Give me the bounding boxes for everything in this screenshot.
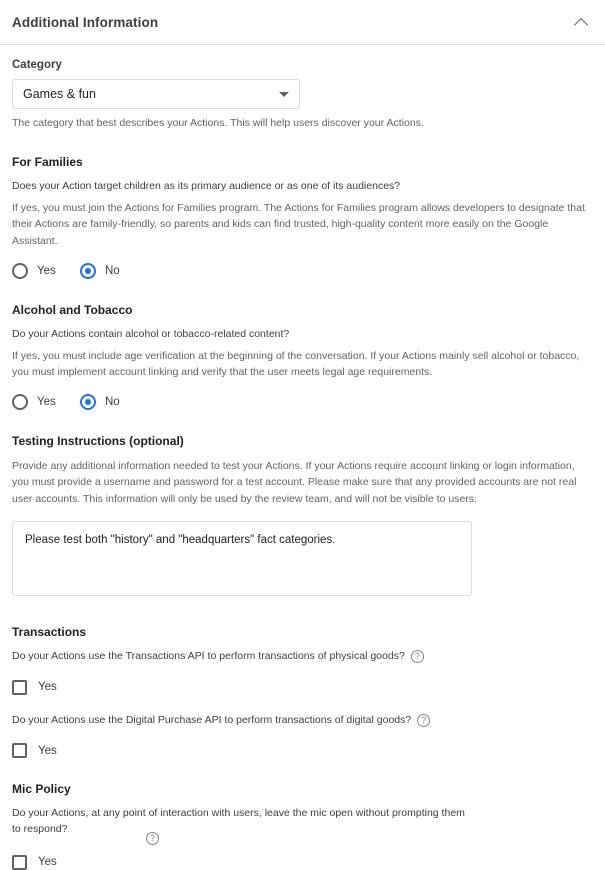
- form-content: [0, 45, 605, 870]
- chevron-down-icon: [279, 92, 289, 97]
- transactions-digital-question: Do your Actions use the Digital Purchase API to perform transactions of digital goods?: [12, 713, 412, 726]
- transactions-digital-checkbox-label: Yes: [38, 744, 57, 757]
- radio-circle-icon: [12, 263, 28, 279]
- category-helper-text: The category that best describes your Actions. This will help users discover your Actions.: [12, 117, 424, 129]
- transactions-physical-question: Do your Actions use the Transactions API to perform transactions of physical goods?: [12, 649, 405, 662]
- help-circle-icon[interactable]: ?: [411, 650, 424, 663]
- help-circle-icon[interactable]: ?: [146, 832, 159, 845]
- transactions-digital-checkbox-row[interactable]: [12, 743, 593, 758]
- mic-policy-question: Do your Actions, at any point of interaction with users, leave the mic open without prompting them to respond?: [12, 807, 465, 836]
- alcohol-tobacco-radio-yes[interactable]: [12, 394, 80, 410]
- alcohol-tobacco-note: If yes, you must include age verification at the beginning of the conversation. If your Actions mainly sell alcohol or tobacco, you must implement account linking and verify that the user meets legal age requirements.: [12, 349, 580, 378]
- help-circle-icon[interactable]: ?: [417, 714, 430, 727]
- transactions-physical-question-row: [12, 649, 593, 670]
- checkbox-icon[interactable]: [12, 743, 27, 758]
- testing-instructions-note: Provide any additional information needed to test your Actions. If your Actions require account linking or login information, you must provide a username and password for a test account. Please make sure that any provided accounts are not real user accounts. This information will only be used by the review team, and will not be visible to users.: [12, 460, 577, 505]
- transactions-digital-question-row: [12, 713, 593, 734]
- for-families-note: If yes, you must join the Actions for Families program. The Actions for Families program allows developers to designate that their Actions are family-friendly, so parents and kids can find trusted, high-quality content more easily on the Google Assistant.: [12, 201, 585, 247]
- mic-policy-heading: Mic Policy: [12, 782, 71, 797]
- checkbox-icon[interactable]: [12, 855, 27, 870]
- mic-policy-section: [12, 782, 593, 870]
- transactions-physical-checkbox-label: Yes: [38, 681, 57, 694]
- alcohol-tobacco-radio-group: [12, 394, 593, 410]
- for-families-heading: For Families: [12, 155, 83, 170]
- radio-circle-selected-icon: [80, 263, 96, 279]
- alcohol-tobacco-section: [12, 303, 593, 410]
- mic-policy-checkbox-label: Yes: [38, 856, 57, 869]
- category-selected-value: Games & fun: [23, 87, 96, 101]
- transactions-section: [12, 625, 593, 759]
- category-label: Category: [12, 59, 62, 71]
- alcohol-tobacco-no-label: No: [105, 396, 120, 409]
- page-title: Additional Information: [12, 14, 159, 30]
- category-field: [12, 59, 593, 131]
- testing-instructions-heading: Testing Instructions (optional): [12, 434, 184, 449]
- for-families-yes-label: Yes: [37, 264, 56, 277]
- checkbox-icon[interactable]: [12, 680, 27, 695]
- transactions-heading: Transactions: [12, 624, 87, 639]
- for-families-section: [12, 155, 593, 279]
- section-header: [0, 0, 605, 45]
- mic-policy-checkbox-row[interactable]: [12, 855, 593, 870]
- for-families-radio-yes[interactable]: [12, 263, 80, 279]
- chevron-up-icon[interactable]: [573, 13, 591, 31]
- alcohol-tobacco-heading: Alcohol and Tobacco: [12, 302, 133, 317]
- transactions-physical-checkbox-row[interactable]: [12, 680, 593, 695]
- testing-instructions-input[interactable]: [12, 521, 472, 596]
- for-families-radio-no[interactable]: [80, 263, 120, 279]
- radio-circle-selected-icon: [80, 394, 96, 410]
- radio-circle-icon: [12, 394, 28, 410]
- alcohol-tobacco-question: Do your Actions contain alcohol or tobacco-related content?: [12, 327, 290, 340]
- alcohol-tobacco-radio-no[interactable]: [80, 394, 120, 410]
- category-select[interactable]: [12, 79, 300, 109]
- alcohol-tobacco-yes-label: Yes: [37, 396, 56, 409]
- for-families-radio-group: [12, 263, 593, 279]
- testing-instructions-section: [12, 434, 593, 601]
- for-families-no-label: No: [105, 264, 120, 277]
- for-families-question: Does your Action target children as its primary audience or as one of its audiences?: [12, 180, 401, 193]
